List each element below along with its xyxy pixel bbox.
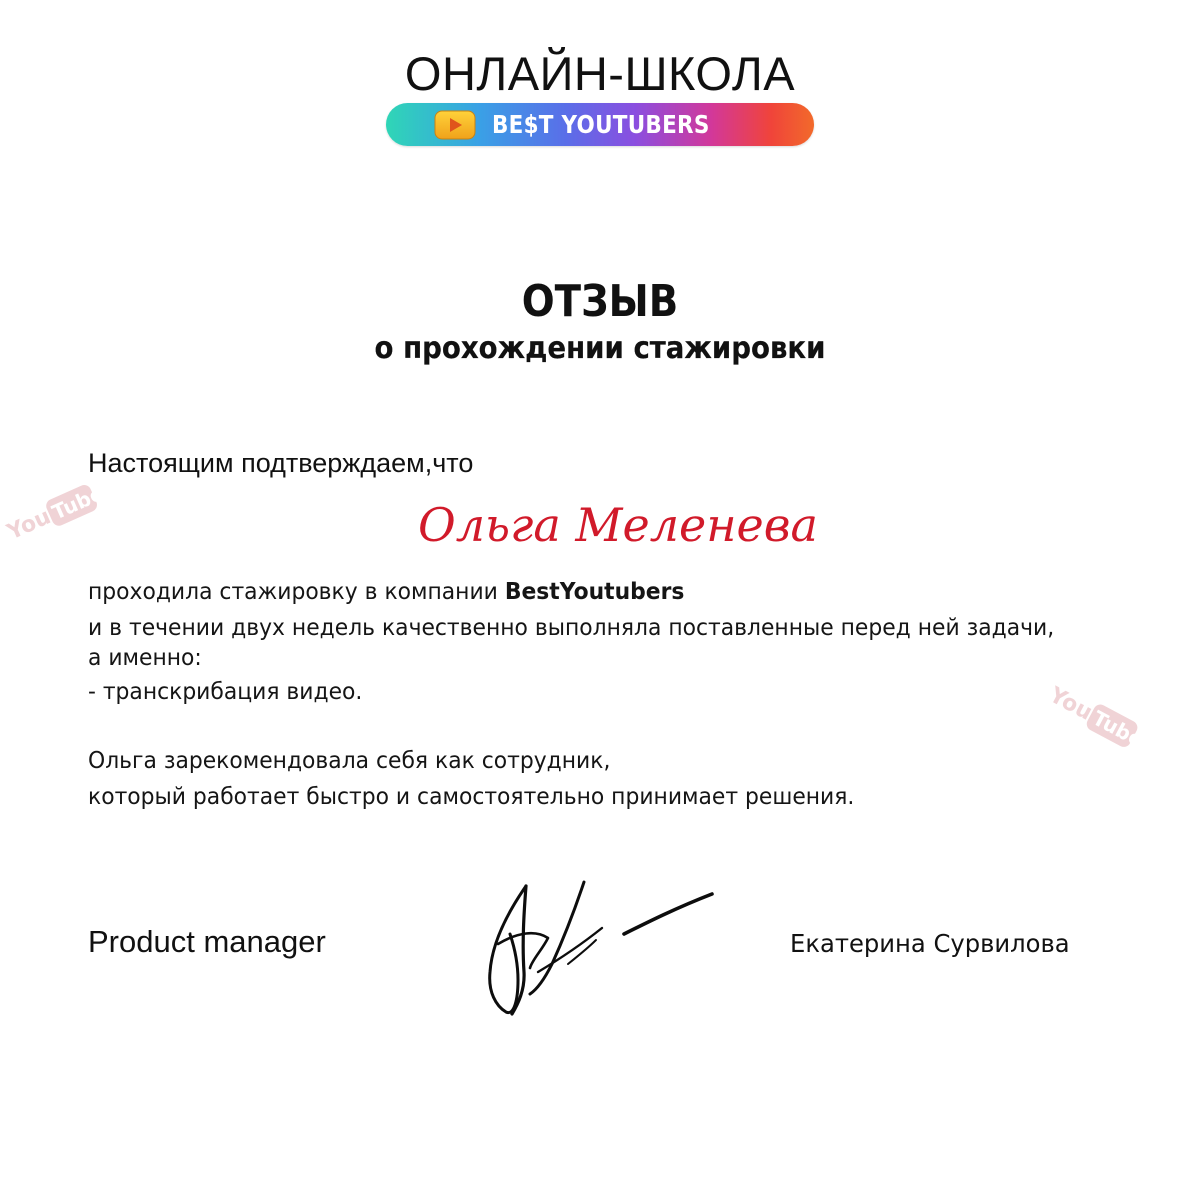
task-item: - транскрибация видео.	[88, 679, 363, 705]
closing-line: Ольга зарекомендовала себя как сотрудник,	[88, 748, 611, 774]
svg-text:Tube: Tube	[1088, 705, 1148, 753]
closing-paragraph	[88, 743, 895, 815]
brand-banner	[386, 103, 814, 146]
body-line-prefix: проходила стажировку в компании	[88, 579, 505, 605]
svg-text:You: You	[3, 504, 55, 546]
closing-line: который работает быстро и самостоятельно принимает решения.	[88, 784, 855, 810]
document-subtitle: о прохождении стажировки	[374, 331, 826, 366]
svg-text:You: You	[1045, 682, 1097, 726]
brand-name: BE$T YOUTUBERS	[492, 110, 710, 139]
handwritten-signature	[478, 872, 728, 1022]
body-line: а именно:	[88, 645, 202, 671]
body-line	[88, 574, 1054, 610]
school-title: ОНЛАЙН-ШКОЛА	[404, 47, 796, 100]
company-name: BestYoutubers	[504, 579, 685, 605]
signer-role: Product manager	[88, 924, 326, 959]
intro-text: Настоящим подтверждаем,что	[88, 448, 474, 478]
body-line: и в течении двух недель качественно выполняла поставленные перед ней задачи,	[88, 615, 1055, 641]
signer-name: Екатерина Сурвилова	[790, 929, 1070, 958]
intern-name: Ольга Меленева	[418, 498, 818, 552]
body-paragraph	[88, 574, 1105, 710]
document-title: ОТЗЫВ	[521, 276, 679, 327]
youtube-play-icon	[434, 109, 476, 141]
svg-text:Tube: Tube	[48, 480, 108, 525]
